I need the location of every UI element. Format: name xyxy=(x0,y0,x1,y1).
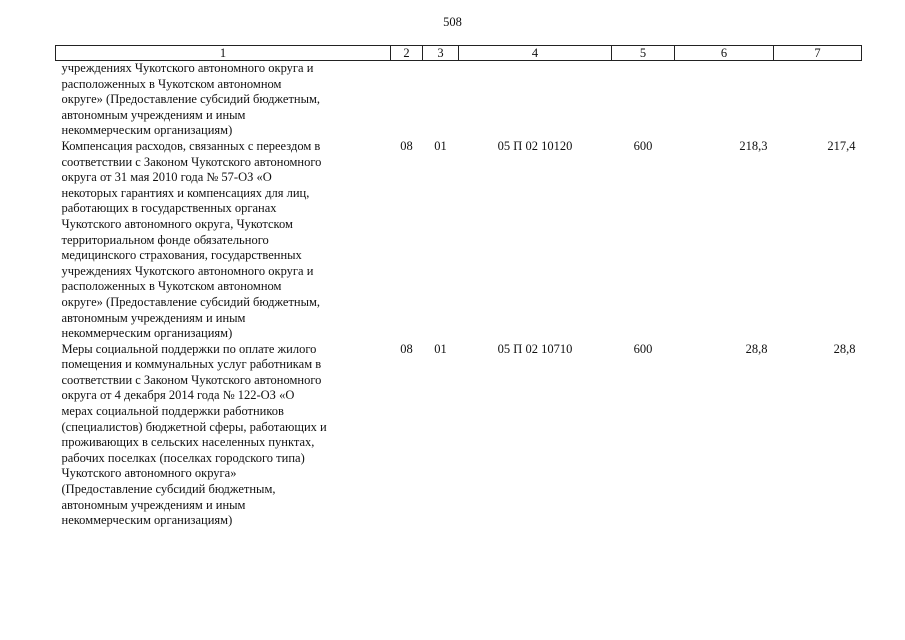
subsection-code: 01 xyxy=(434,341,447,356)
column-header-7: 7 xyxy=(774,46,862,61)
description-line: рабочих поселках (поселках городского типа) xyxy=(61,450,305,465)
row-description xyxy=(56,61,391,139)
description-line: округе» (Предоставление субсидий бюджетным, xyxy=(61,92,321,107)
amount-col-7: 217,4 xyxy=(827,138,856,153)
amount-col-7 xyxy=(774,61,862,139)
description-line: мерах социальной поддержки работников xyxy=(61,404,284,419)
amount-col-6: 218,3 xyxy=(739,138,768,153)
description-line: медицинского страхования, государственных xyxy=(61,248,302,263)
description-line: работающих в государственных органах xyxy=(61,201,277,216)
amount-col-7: 28,8 xyxy=(833,341,856,356)
description-line: округе» (Предоставление субсидий бюджетным, xyxy=(61,294,321,309)
description-line: помещения и коммунальных услуг работникам в xyxy=(61,357,322,372)
row-description xyxy=(56,139,391,342)
table-row xyxy=(56,139,862,342)
description-line: Компенсация расходов, связанных с переездом в xyxy=(61,138,321,153)
description-line: учреждениях Чукотского автономного округа и xyxy=(61,263,314,278)
description-line: некоммерческим организациям) xyxy=(61,513,233,528)
amount-col-6 xyxy=(675,61,774,139)
description-line: некоторых гарантиях и компенсациях для лиц, xyxy=(61,185,310,200)
description-line: округа от 31 мая 2010 года № 57-ОЗ «О xyxy=(61,170,272,185)
column-header-6: 6 xyxy=(675,46,774,61)
description-line: соответствии с Законом Чукотского автономного xyxy=(61,372,322,387)
column-header-3: 3 xyxy=(423,46,459,61)
page-number: 508 xyxy=(443,15,462,29)
table-row xyxy=(56,61,862,139)
description-line: Меры социальной поддержки по оплате жилого xyxy=(61,341,317,356)
description-line: автономным учреждениям и иным xyxy=(61,310,246,325)
description-line: учреждениях Чукотского автономного округа и xyxy=(61,61,314,75)
expense-type-code: 600 xyxy=(633,138,653,153)
description-line: Чукотского автономного округа, Чукотском xyxy=(61,216,293,231)
target-article-code: 05 П 02 10710 xyxy=(497,341,573,356)
description-line: Чукотского автономного округа» xyxy=(61,466,237,481)
description-line: некоммерческим организациям) xyxy=(61,326,233,341)
description-line: (Предоставление субсидий бюджетным, xyxy=(61,482,276,497)
subsection-code: 01 xyxy=(434,138,447,153)
column-header-2: 2 xyxy=(391,46,423,61)
section-code xyxy=(391,61,423,139)
table-row xyxy=(56,342,862,529)
column-header-1: 1 xyxy=(56,46,391,61)
description-line: некоммерческим организациям) xyxy=(61,123,233,138)
description-line: автономным учреждениям и иным xyxy=(61,107,246,122)
row-description xyxy=(56,342,391,529)
description-line: проживающих в сельских населенных пунктах, xyxy=(61,435,315,450)
expense-type-code: 600 xyxy=(633,341,653,356)
description-line: расположенных в Чукотском автономном xyxy=(61,76,282,91)
budget-table xyxy=(55,45,862,529)
column-header-5: 5 xyxy=(612,46,675,61)
description-line: расположенных в Чукотском автономном xyxy=(61,279,282,294)
description-line: автономным учреждениям и иным xyxy=(61,497,246,512)
column-number-header xyxy=(56,46,862,61)
amount-col-6: 28,8 xyxy=(745,341,768,356)
column-header-4: 4 xyxy=(459,46,612,61)
expense-type-code xyxy=(612,61,675,139)
description-line: соответствии с Законом Чукотского автономного xyxy=(61,154,322,169)
subsection-code xyxy=(423,61,459,139)
target-article-code xyxy=(459,61,612,139)
section-code: 08 xyxy=(400,138,413,153)
section-code: 08 xyxy=(400,341,413,356)
description-line: территориальном фонде обязательного xyxy=(61,232,269,247)
description-line: округа от 4 декабря 2014 года № 122-ОЗ «О xyxy=(61,388,295,403)
target-article-code: 05 П 02 10120 xyxy=(497,138,573,153)
description-line: (специалистов) бюджетной сферы, работающих и xyxy=(61,419,327,434)
